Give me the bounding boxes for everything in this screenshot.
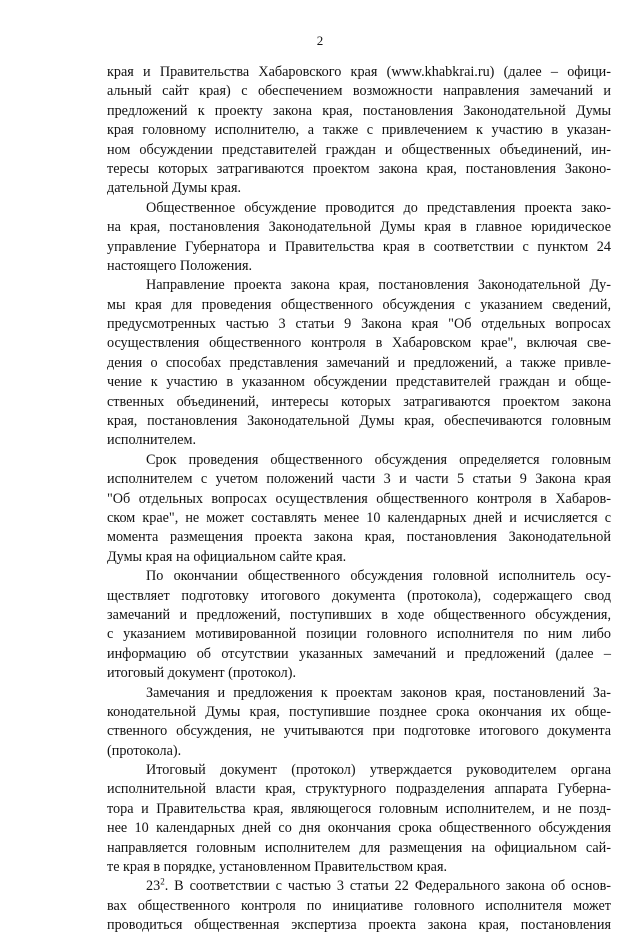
paragraph-line: ском крае", не может составлять менее 10 календарных дней и исчисляется с <box>107 509 611 526</box>
paragraph-line: на края, постановления Законодательной Думы края в главное юридическое <box>107 219 611 236</box>
paragraph-line: Направление проекта закона края, постановления Законодательной Ду- <box>146 277 611 294</box>
item-number: 23 <box>146 878 161 895</box>
paragraph-line: края, постановления Законодательной Думы края, обеспечиваются головным <box>107 413 611 430</box>
paragraph-line: исполнителем. <box>107 432 197 449</box>
paragraph-line: замечаний и предложений, поступивших в ходе общественного обсуждения, <box>107 606 611 623</box>
paragraph-line: осуществления общественного контроля в Хабаровском крае", включая све- <box>107 335 611 352</box>
paragraph-line: ществляет подготовку итогового документа (протокола), содержащего свод <box>107 587 611 604</box>
paragraph-line: чение к участию в указанном обсуждении представителей граждан и обще- <box>107 374 611 391</box>
paragraph-line: итоговый документ (протокол). <box>107 665 297 682</box>
paragraph-line: управление Губернатора и Правительства края в соответствии с пунктом 24 <box>107 238 611 255</box>
paragraph-line: предусмотренных частью 3 статьи 9 Закона края "Об отдельных вопросах <box>107 316 611 333</box>
paragraph-line: предложений к проекту закона края, постановления Законодательной Думы <box>107 102 611 119</box>
document-body <box>107 63 611 936</box>
paragraph-line: края и Правительства Хабаровского края (www.khabkrai.ru) (далее – офици- <box>107 64 611 80</box>
paragraph-line: проводиться общественная экспертиза проекта закона края, постановления <box>107 917 611 934</box>
paragraph-line: Замечания и предложения к проектам законов края, постановлений За- <box>146 684 611 701</box>
paragraph-line: Итоговый документ (протокол) утверждается руководителем органа <box>146 762 611 779</box>
paragraph-line: (протокола). <box>107 742 182 759</box>
paragraph-line: исполнительной власти края, структурного подразделения аппарата Губерна- <box>107 781 611 798</box>
paragraph-line: Думы края на официальном сайте края. <box>107 548 347 565</box>
paragraph-line: нее 10 календарных дней со дня окончания срока общественного обсуждения <box>107 820 611 837</box>
paragraph-line: информацию об отсутствии указанных замечаний и предложений (далее – <box>107 645 611 662</box>
paragraph-line: По окончании общественного обсуждения головной исполнитель осу- <box>146 568 611 585</box>
paragraph-line: ном обсуждении представителей граждан и общественных объединений, ин- <box>107 141 611 158</box>
paragraph-line: с указанием мотивированной позиции головного исполнителя по ним либо <box>107 626 611 643</box>
paragraph-line: ственного обсуждения, не учитываются при подготовке итогового документа <box>107 723 611 740</box>
paragraph-line: тора и Правительства края, являющегося головным исполнителем, и не позд- <box>107 800 611 817</box>
paragraph-line: дательной Думы края. <box>107 180 242 197</box>
paragraph-line: момента размещения проекта закона края, постановления Законодательной <box>107 529 611 546</box>
paragraph-line: Общественное обсуждение проводится до представления проекта зако- <box>146 199 611 216</box>
item-text: . В соответствии с частью 3 статьи 22 Федерального закона об основ- <box>164 878 611 895</box>
paragraph-line: края головному исполнителю, а также с привлечением к участию в указан- <box>107 122 611 139</box>
paragraph-line: те края в порядке, установленном Правительством края. <box>107 859 448 876</box>
paragraph-line: тересы которых затрагиваются проектом закона края, постановления Законо- <box>107 160 611 177</box>
paragraph-line: альный сайт края) с обеспечением возможности направления замечаний и <box>107 83 611 100</box>
paragraph-line: исполнителем с учетом положений части 3 и части 5 статьи 9 Закона края <box>107 471 611 488</box>
paragraph-line: настоящего Положения. <box>107 257 253 274</box>
paragraph-line: ственных объединений, интересы которых затрагиваются проектом закона <box>107 393 611 410</box>
page-number: 2 <box>316 33 324 48</box>
paragraph-line: Срок проведения общественного обсуждения определяется головным <box>146 451 611 468</box>
paragraph-line: "Об отдельных вопросах осуществления общественного контроля в Хабаров- <box>107 490 611 507</box>
paragraph-line <box>107 877 611 896</box>
paragraph-line: мы края для проведения общественного обсуждения с указанием сведений, <box>107 296 611 313</box>
item-superscript: 2 <box>160 876 165 887</box>
paragraph-line: конодательной Думы края, поступившие позднее срока окончания их обще- <box>107 703 611 720</box>
paragraph-line: дения о способах представления замечаний и предложений, а также привле- <box>107 354 611 371</box>
paragraph-line: вах общественного контроля по инициативе головного исполнителя может <box>107 897 611 914</box>
paragraph-line: направляется головным исполнителем для размещения на официальном сай- <box>107 839 611 856</box>
